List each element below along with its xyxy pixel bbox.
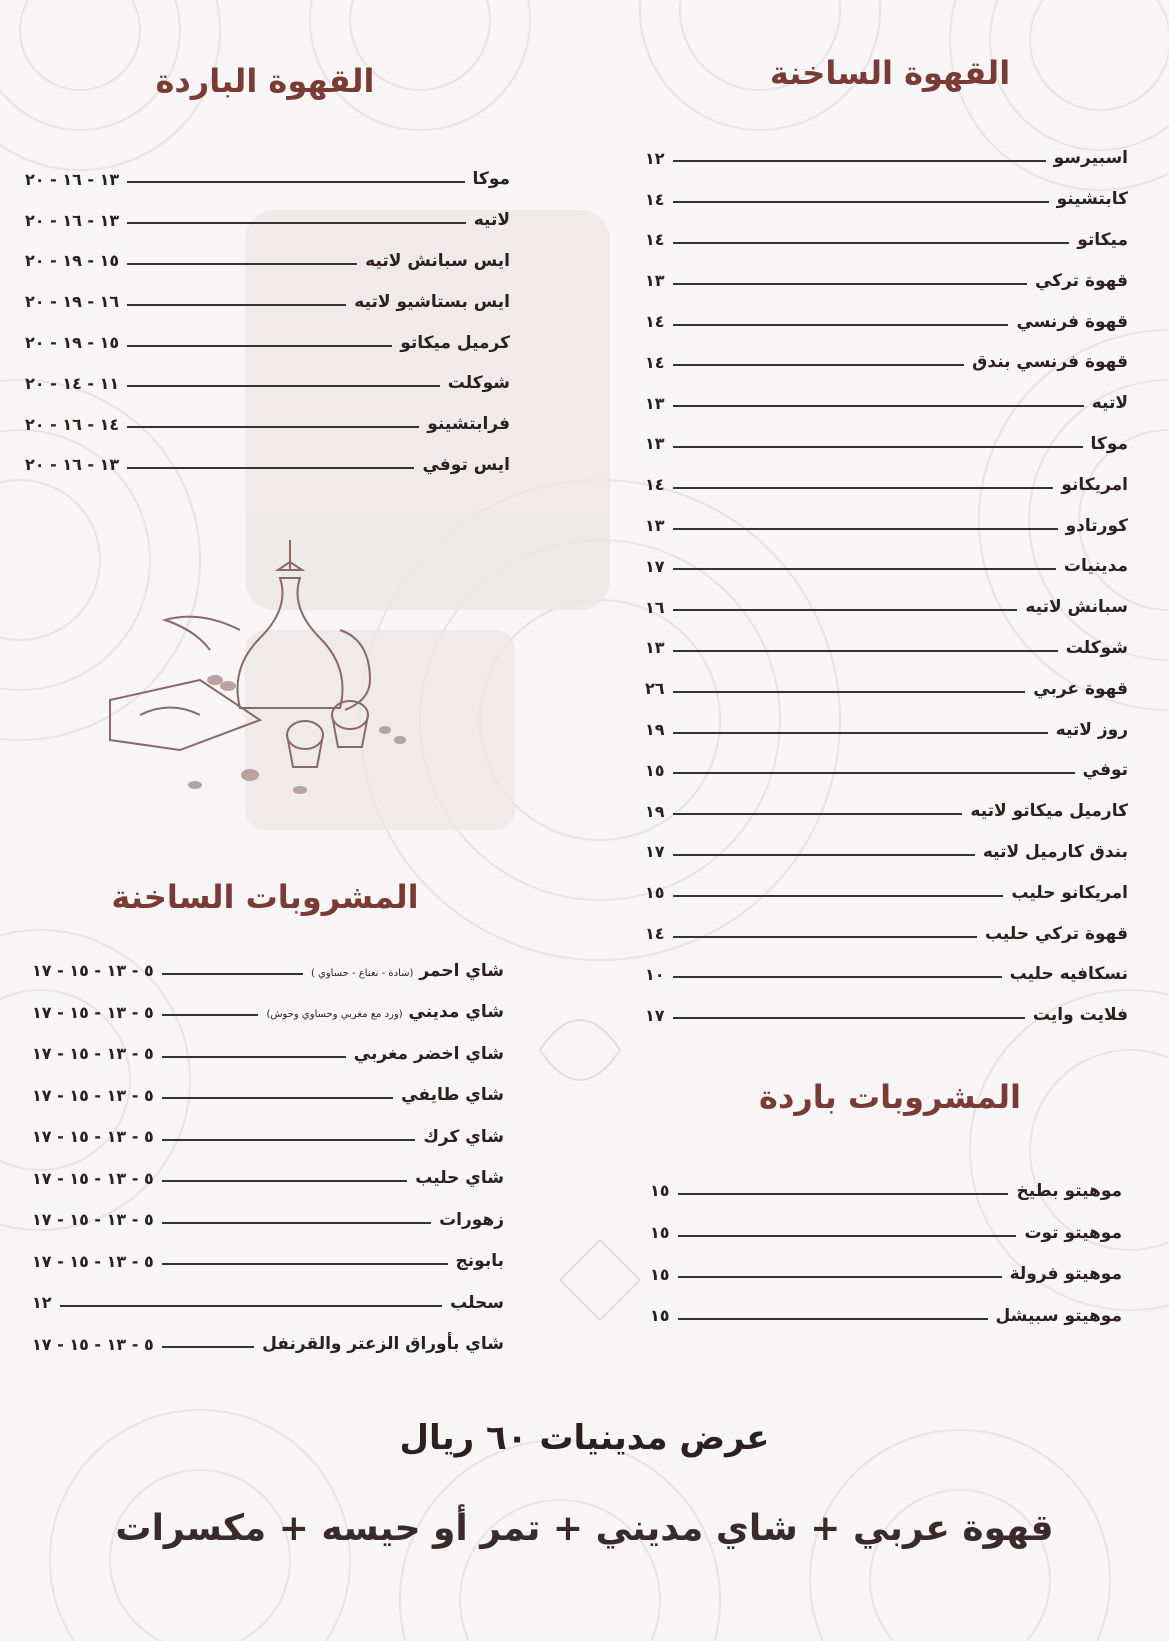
cold-coffee-menu [25,159,510,485]
leader-line [673,405,1084,407]
menu-item [645,832,1128,873]
menu-item [645,138,1128,179]
item-name [1066,516,1128,536]
leader-line [162,1180,408,1182]
item-price: ٥ - ١٣ - ١٥ - ١٧ [32,1002,154,1022]
item-price: ٥ - ١٣ - ١٥ - ١٧ [32,1168,154,1188]
item-name [1054,148,1128,168]
menu-item [25,404,510,445]
item-name [354,1044,504,1064]
item-name [473,169,510,189]
leader-line [673,650,1058,652]
item-name-text: موكا [472,169,510,190]
leader-line [673,201,1049,203]
item-name [1033,679,1128,699]
item-name-text: شاي احمر [419,960,504,981]
item-name [448,373,510,393]
item-name-text: قهوة فرنسي [1016,311,1128,332]
item-name-text: قهوة تركي [1034,270,1128,291]
menu-item [32,1158,504,1200]
item-price: ١٦ - ١٩ - ٢٠ [25,292,120,312]
menu-item [645,464,1128,505]
offer-title: عرض مدينيات ٦٠ ريال [399,1418,770,1458]
item-name [983,842,1128,862]
item-name [996,1306,1123,1326]
leader-line [678,1276,1002,1278]
menu-item [650,1253,1122,1295]
item-price: ٥ - ١٣ - ١٥ - ١٧ [32,1251,154,1271]
item-price: ٥ - ١٣ - ١٥ - ١٧ [32,961,154,981]
item-name-text: نسكافيه حليب [1009,964,1128,985]
item-name-text: لاتيه [1091,393,1128,414]
item-name-text: قهوة تركي حليب [984,923,1128,944]
menu-item [645,505,1128,546]
item-name [1061,475,1128,495]
item-name [1010,964,1128,984]
leader-line [673,160,1046,162]
leader-line [127,467,414,469]
leader-line [673,324,1009,326]
item-name [985,924,1128,944]
cold-coffee-title: القهوة الباردة [155,62,375,100]
item-name-text: موهيتو فرولة [1009,1264,1122,1285]
leader-line [162,1056,346,1058]
item-price: ١٥ [645,760,665,780]
leader-line [127,181,464,183]
item-price: ١٤ [645,475,665,495]
menu-item [645,220,1128,261]
item-name-text: ميكاتو [1077,229,1128,250]
item-name-text: شاي حليب [415,1168,504,1189]
item-name [1064,556,1128,576]
leader-line [673,242,1070,244]
item-name [1091,434,1128,454]
item-price: ١١ - ١٤ - ٢٠ [25,373,120,393]
leader-line [162,1139,416,1141]
menu-item [645,587,1128,628]
menu-item [32,1241,504,1283]
menu-item [645,872,1128,913]
item-name-text: قهوة فرنسي بندق [972,352,1128,373]
leader-line [673,691,1026,693]
item-name [1016,312,1128,332]
item-name [1056,720,1128,740]
item-name [423,1127,504,1147]
leader-line [673,976,1002,978]
item-price: ١٦ [645,597,665,617]
item-name-text: كابتشينو [1056,189,1128,210]
item-name-text: شاي طايفي [401,1085,504,1106]
item-price: ١٣ [645,434,665,454]
item-name-text: مدينيات [1063,556,1128,577]
item-price: ١٣ - ١٦ - ٢٠ [25,455,120,475]
item-name [1010,1264,1122,1284]
menu-item [645,628,1128,669]
item-name-text: سحلب [450,1292,504,1313]
hot-drinks-title: المشروبات الساخنة [111,878,419,916]
cold-drinks-title: المشروبات باردة [759,1078,1021,1116]
item-name [1092,393,1128,413]
item-name [354,292,510,312]
item-price: ١٣ [645,516,665,536]
menu-item [645,791,1128,832]
menu-item [645,995,1128,1036]
item-name [970,801,1128,821]
item-name-text: موكا [1090,433,1128,454]
item-name-text: بابونج [455,1251,504,1272]
item-name [401,1085,504,1105]
item-name-text: ايس توفي [422,454,510,475]
item-price: ٥ - ١٣ - ١٥ - ١٧ [32,1127,154,1147]
item-price: ١٥ [645,883,665,903]
item-price: ١٢ [32,1293,52,1313]
menu-item [645,301,1128,342]
item-name-text: امريكانو حليب [1011,882,1128,903]
leader-line [127,426,419,428]
leader-line [127,222,466,224]
menu-item [645,424,1128,465]
leader-line [673,854,975,856]
item-name [1025,597,1128,617]
leader-line [678,1193,1009,1195]
item-price: ١٤ [645,230,665,250]
item-name [1077,230,1128,250]
leader-line [162,1222,431,1224]
cold-drinks-menu [650,1170,1122,1337]
item-price: ١٧ [645,842,665,862]
item-price: ١٤ [645,924,665,944]
item-price: ١٧ [645,1005,665,1025]
item-price: ٥ - ١٣ - ١٥ - ١٧ [32,1085,154,1105]
leader-line [162,1346,254,1348]
item-name-text: كورتادو [1065,515,1128,536]
leader-line [60,1305,443,1307]
item-name-text: فرابتشينو [427,414,510,435]
menu-item [645,342,1128,383]
item-name-text: امريكانو [1061,474,1128,495]
leader-line [678,1235,1017,1237]
menu-item [25,200,510,241]
item-price: ١٣ - ١٦ - ٢٠ [25,210,120,230]
leader-line [162,1014,259,1016]
item-name-text: سبانش لاتيه [1025,597,1128,618]
item-name-text: شاي مديني [408,1002,504,1023]
item-name [415,1168,504,1188]
item-name-text: روز لاتيه [1055,719,1128,740]
menu-item [32,950,504,992]
menu-item [32,1199,504,1241]
item-name-text: ايس بستاشيو لاتيه [354,291,510,312]
item-name [439,1210,504,1230]
item-name-text: ايس سبانش لاتيه [365,250,510,271]
item-price: ٥ - ١٣ - ١٥ - ١٧ [32,1334,154,1354]
item-name-text: قهوة عربي [1033,678,1128,699]
menu-item [645,260,1128,301]
hot-drinks-menu [32,950,504,1365]
item-name-text: موهيتو توت [1024,1222,1122,1243]
item-name [400,333,510,353]
menu-item [32,1075,504,1117]
item-price: ١٤ [645,312,665,332]
item-name [972,352,1128,372]
item-name [1033,1005,1128,1025]
menu-item [645,709,1128,750]
item-price: ٢٦ [645,679,665,699]
leader-line [162,973,303,975]
item-name-text: بندق كارميل لاتيه [982,841,1128,862]
item-name-text: توفي [1082,760,1128,781]
item-name [1057,189,1128,209]
menu-item [650,1295,1122,1337]
item-price: ٥ - ١٣ - ١٥ - ١٧ [32,1210,154,1230]
item-name [456,1251,504,1271]
item-price: ١٣ [645,271,665,291]
item-name-text: شاي اخضر مغربي [353,1043,504,1064]
menu-item [650,1212,1122,1254]
menu-item [25,445,510,486]
item-name [450,1293,504,1313]
item-name-text: موهيتو سبيشل [995,1305,1122,1326]
item-price: ١٥ [650,1306,670,1326]
item-name [1083,760,1128,780]
item-name [474,210,510,230]
item-price: ١٥ - ١٩ - ٢٠ [25,333,120,353]
item-name [1066,638,1128,658]
menu-item [25,322,510,363]
menu-item [25,363,510,404]
leader-line [127,263,357,265]
item-price: ٥ - ١٣ - ١٥ - ١٧ [32,1044,154,1064]
menu-item [32,1282,504,1324]
menu-item [645,179,1128,220]
leader-line [678,1318,988,1320]
item-price: ١٩ [645,801,665,821]
menu-item [32,1033,504,1075]
leader-line [673,568,1056,570]
item-name [1035,271,1128,291]
menu-item [25,159,510,200]
leader-line [673,813,963,815]
menu-item [645,546,1128,587]
leader-line [162,1263,448,1265]
item-price: ١٩ [645,720,665,740]
item-price: ١٥ [650,1181,670,1201]
leader-line [673,732,1048,734]
item-name-text: كرميل ميكاتو [400,332,510,353]
item-name-text: فلايت وايت [1032,1005,1128,1026]
item-name-text: شاي كرك [423,1126,504,1147]
item-name [427,414,510,434]
leader-line [673,283,1027,285]
leader-line [673,487,1054,489]
menu-item [25,241,510,282]
item-name-text: شوكلت [1065,637,1128,658]
leader-line [673,772,1075,774]
leader-line [673,446,1083,448]
item-name [422,455,510,475]
item-name [266,1002,504,1022]
item-name [1016,1181,1122,1201]
item-price: ١٧ [645,556,665,576]
item-name [1011,883,1128,903]
menu-item [645,913,1128,954]
menu-item [25,281,510,322]
item-name-text: شاي بأوراق الزعتر والقرنفل [262,1334,504,1355]
item-price: ١٥ - ١٩ - ٢٠ [25,251,120,271]
item-price: ١٠ [645,964,665,984]
offer-description: قهوة عربي + شاي مديني + تمر أو حيسه + مكسرات [115,1508,1054,1549]
item-name-text: زهورات [439,1209,504,1230]
hot-coffee-menu [645,138,1128,1036]
menu-item [645,750,1128,791]
leader-line [673,936,977,938]
item-price: ١٤ - ١٦ - ٢٠ [25,414,120,434]
leader-line [162,1097,393,1099]
menu-item [645,383,1128,424]
leader-line [673,364,965,366]
leader-line [127,385,440,387]
hot-coffee-title: القهوة الساخنة [769,54,1011,92]
menu-item [645,954,1128,995]
item-name [1024,1223,1122,1243]
leader-line [127,345,392,347]
menu-item [645,668,1128,709]
item-price: ١٣ - ١٦ - ٢٠ [25,169,120,189]
item-price: ١٣ [645,393,665,413]
item-price: ١٤ [645,352,665,372]
item-price: ١٢ [645,148,665,168]
menu-item [32,1324,504,1366]
menu-item [32,992,504,1034]
item-price: ١٣ [645,638,665,658]
item-name-text: اسبيرسو [1053,148,1128,169]
leader-line [673,1017,1025,1019]
leader-line [673,528,1058,530]
item-name-text: موهيتو بطيخ [1016,1180,1122,1201]
item-note: (ورد مع مغربي وحساوي وحوش) [266,1009,403,1021]
leader-line [127,304,346,306]
item-name [262,1334,504,1354]
leader-line [673,609,1018,611]
item-price: ١٥ [650,1223,670,1243]
item-name [311,961,504,981]
item-price: ١٥ [650,1264,670,1284]
item-name-text: شوكلت [447,373,510,394]
item-name-text: كارميل ميكاتو لاتيه [970,801,1128,822]
leader-line [673,895,1004,897]
menu-item [650,1170,1122,1212]
item-note: (سادة - نعناع - حساوي ) [310,967,414,979]
item-price: ١٤ [645,189,665,209]
item-name [365,251,510,271]
item-name-text: لاتيه [473,210,510,231]
menu-item [32,1116,504,1158]
coffee-pot-illustration [100,540,440,830]
